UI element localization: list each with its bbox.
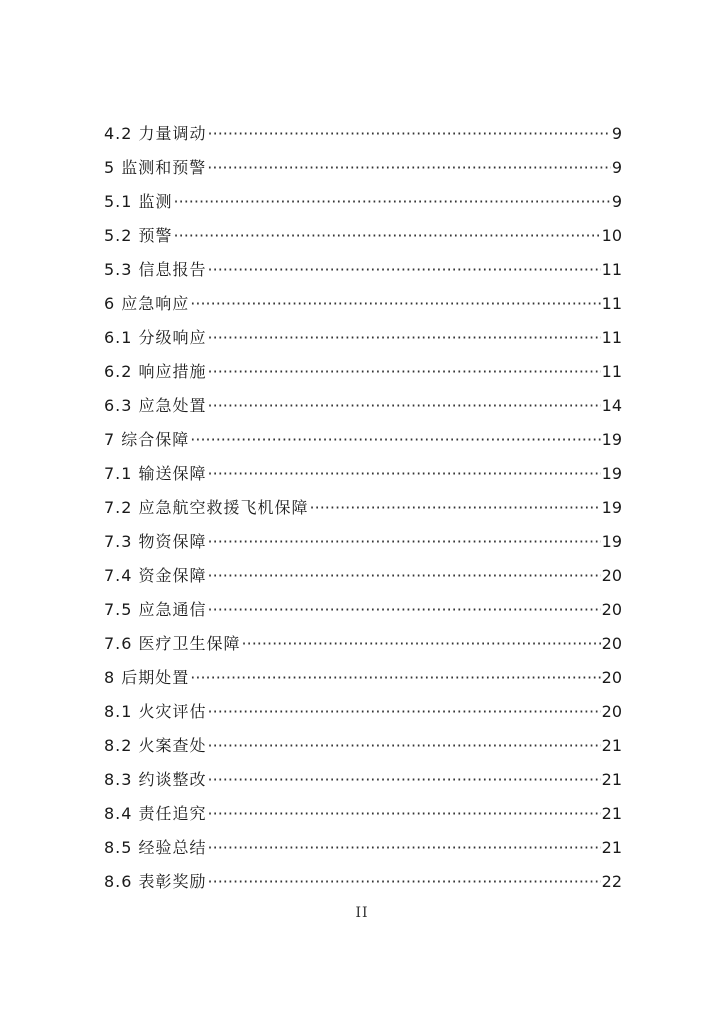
toc-entry-label: 7 综合保障 [104,430,190,449]
toc-leader-dots [208,124,611,144]
toc-leader-dots [208,362,601,382]
toc-entry-label: 6 应急响应 [104,294,190,313]
table-of-contents [104,110,622,892]
toc-entry-page: 21 [601,804,622,823]
toc-entry[interactable] [104,450,622,484]
toc-leader-dots [208,770,601,790]
toc-leader-dots [190,294,600,314]
toc-leader-dots [208,600,601,620]
toc-entry-page: 20 [601,634,622,653]
toc-leader-dots [208,396,601,416]
toc-leader-dots [208,838,601,858]
toc-entry[interactable] [104,688,622,722]
toc-entry[interactable] [104,654,622,688]
toc-entry-page: 9 [611,124,622,143]
toc-entry-page: 9 [611,192,622,211]
toc-entry-page: 20 [601,668,622,687]
toc-entry-page: 11 [601,294,622,313]
toc-entry-page: 9 [611,158,622,177]
toc-leader-dots [208,464,601,484]
toc-entry-label: 5.3 信息报告 [104,260,207,279]
toc-entry-label: 8 后期处置 [104,668,190,687]
toc-leader-dots [208,736,601,756]
toc-entry[interactable] [104,110,622,144]
toc-leader-dots [174,226,601,246]
toc-leader-dots [310,498,601,518]
toc-entry[interactable] [104,178,622,212]
toc-entry-page: 19 [601,532,622,551]
toc-entry-label: 8.1 火灾评估 [104,702,207,721]
toc-entry[interactable] [104,416,622,450]
toc-entry-page: 19 [601,430,622,449]
toc-entry-label: 8.5 经验总结 [104,838,207,857]
toc-entry[interactable] [104,382,622,416]
toc-leader-dots [208,260,601,280]
toc-entry[interactable] [104,144,622,178]
toc-entry-page: 11 [601,260,622,279]
toc-entry-label: 7.6 医疗卫生保障 [104,634,241,653]
toc-leader-dots [207,158,611,178]
toc-entry[interactable] [104,824,622,858]
toc-entry[interactable] [104,280,622,314]
toc-entry-label: 4.2 力量调动 [104,124,207,143]
toc-entry-label: 6.2 响应措施 [104,362,207,381]
toc-entry-label: 7.2 应急航空救援飞机保障 [104,498,309,517]
toc-entry[interactable] [104,348,622,382]
toc-entry-page: 21 [601,736,622,755]
toc-leader-dots [174,192,611,212]
toc-entry-label: 8.4 责任追究 [104,804,207,823]
toc-entry-label: 5.1 监测 [104,192,173,211]
toc-entry-label: 7.5 应急通信 [104,600,207,619]
toc-entry-label: 7.4 资金保障 [104,566,207,585]
toc-entry[interactable] [104,212,622,246]
toc-leader-dots [208,872,601,892]
toc-entry[interactable] [104,722,622,756]
toc-entry-page: 11 [601,328,622,347]
toc-entry-page: 10 [601,226,622,245]
toc-entry-label: 6.1 分级响应 [104,328,207,347]
toc-leader-dots [208,702,601,722]
toc-leader-dots [208,804,601,824]
toc-entry-label: 7.3 物资保障 [104,532,207,551]
toc-entry-page: 21 [601,770,622,789]
toc-entry[interactable] [104,756,622,790]
toc-leader-dots [208,328,601,348]
toc-leader-dots [190,668,600,688]
toc-entry-page: 21 [601,838,622,857]
toc-leader-dots [208,532,601,552]
page-number: II [355,905,369,921]
toc-entry[interactable] [104,484,622,518]
toc-entry[interactable] [104,552,622,586]
toc-leader-dots [208,566,601,586]
toc-entry[interactable] [104,790,622,824]
toc-leader-dots [190,430,600,450]
toc-entry[interactable] [104,586,622,620]
toc-leader-dots [242,634,601,654]
toc-entry[interactable] [104,858,622,892]
toc-entry-label: 8.6 表彰奖励 [104,872,207,891]
toc-entry-page: 19 [601,498,622,517]
toc-entry-label: 6.3 应急处置 [104,396,207,415]
toc-entry-page: 20 [601,566,622,585]
toc-entry[interactable] [104,620,622,654]
toc-entry[interactable] [104,314,622,348]
toc-entry[interactable] [104,246,622,280]
toc-entry-page: 19 [601,464,622,483]
toc-entry-page: 14 [601,396,622,415]
toc-entry-label: 8.2 火案查处 [104,736,207,755]
toc-entry[interactable] [104,518,622,552]
toc-entry-label: 5 监测和预警 [104,158,207,177]
toc-entry-page: 20 [601,702,622,721]
toc-entry-label: 5.2 预警 [104,226,173,245]
toc-entry-page: 22 [601,872,622,891]
toc-entry-page: 20 [601,600,622,619]
toc-entry-label: 8.3 约谈整改 [104,770,207,789]
toc-entry-page: 11 [601,362,622,381]
toc-entry-label: 7.1 输送保障 [104,464,207,483]
